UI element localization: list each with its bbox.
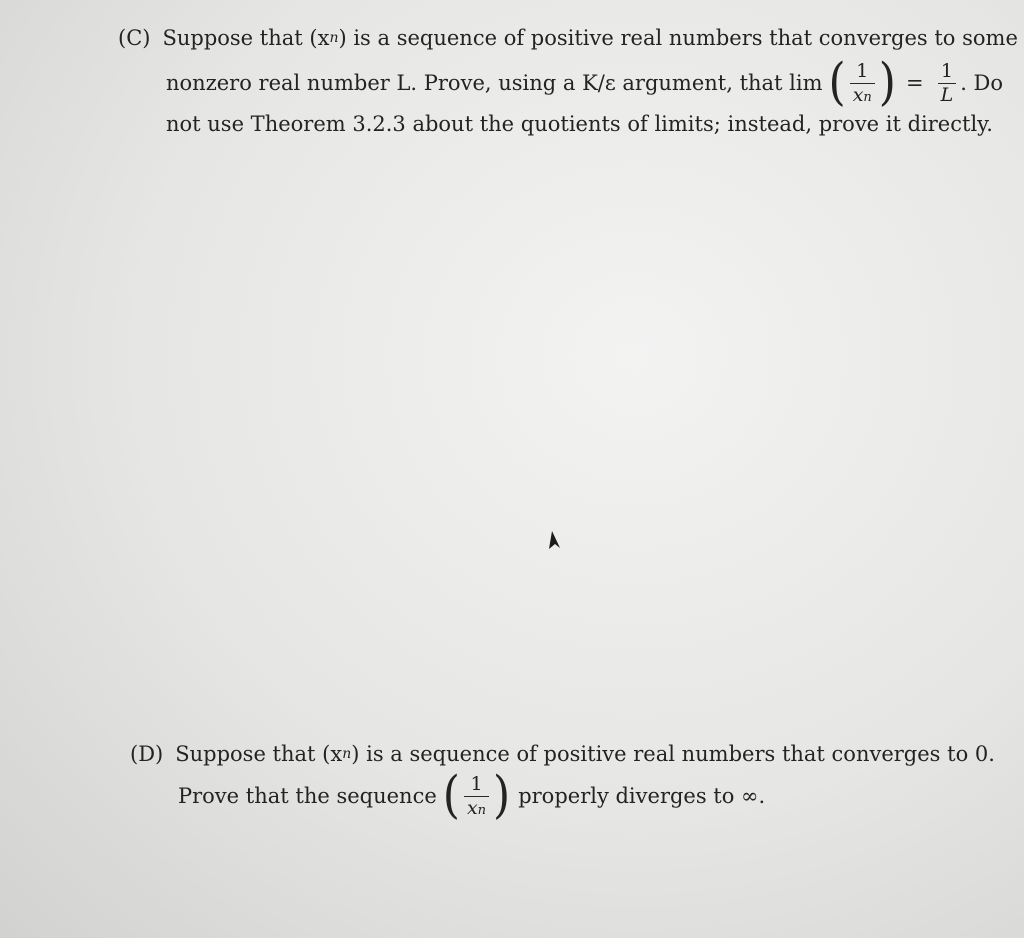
problem-d-label: (D) xyxy=(130,742,164,766)
problem-d-text-2a: Prove that the sequence xyxy=(178,784,437,808)
problem-c-text-1b: ) is a sequence of positive real numbers that converges to some xyxy=(338,26,1018,50)
fraction-denominator: xn xyxy=(852,83,872,106)
left-paren-icon: ( xyxy=(442,766,460,825)
fraction-numerator: 1 xyxy=(856,59,869,82)
problem-c-text-3: not use Theorem 3.2.3 about the quotients of limits; instead, prove it directly. xyxy=(166,112,993,136)
problem-c-line-2 xyxy=(166,53,1004,112)
equals-sign: = xyxy=(905,71,924,95)
problem-d-text-1b: ) is a sequence of positive real numbers that converges to 0. xyxy=(351,742,995,766)
problem-c-label: (C) xyxy=(118,26,151,50)
fraction-one-over-xn xyxy=(850,59,875,106)
fraction-numerator: 1 xyxy=(940,59,953,82)
problem-c-subscript-1: n xyxy=(329,30,339,46)
problem-c-text-1a: Suppose that (x xyxy=(162,26,330,50)
problem-c-text-2b: . Do xyxy=(960,71,1004,95)
problem-d-text-2b: properly diverges to ∞. xyxy=(518,784,766,808)
fraction-numerator: 1 xyxy=(470,772,483,795)
fraction-one-over-xn xyxy=(464,772,489,819)
problem-c-line-1 xyxy=(118,24,1018,52)
problem-c-line-3 xyxy=(166,110,993,138)
fraction-denominator: xn xyxy=(466,796,487,819)
right-paren-icon: ) xyxy=(878,53,896,112)
fraction-one-over-l xyxy=(938,59,957,106)
problem-d-line-2 xyxy=(178,766,766,825)
problem-d-subscript-1: n xyxy=(342,746,352,762)
left-paren-icon: ( xyxy=(828,53,846,112)
problem-d-text-1a: Suppose that (x xyxy=(175,742,343,766)
right-paren-icon: ) xyxy=(493,766,511,825)
problem-c-text-2a: nonzero real number L. Prove, using a K/ε argument, that lim xyxy=(166,71,823,95)
problem-d-line-1 xyxy=(130,740,995,768)
fraction-denominator: L xyxy=(940,83,954,106)
